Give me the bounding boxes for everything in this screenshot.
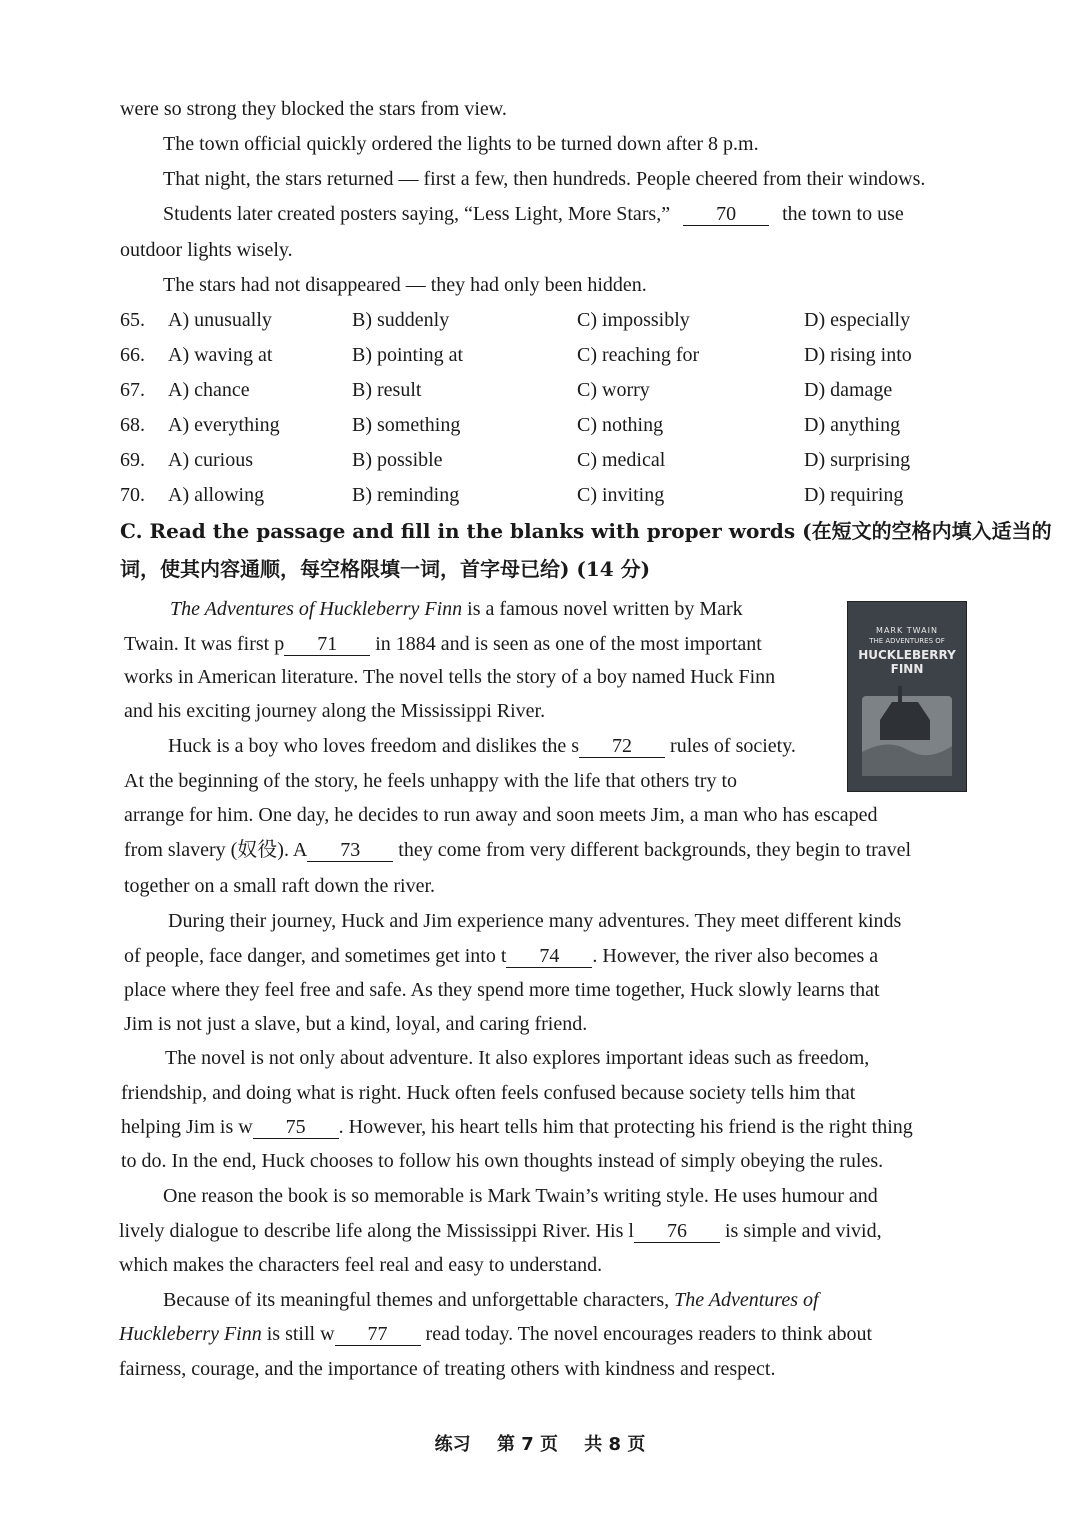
passage-text: is a famous novel written by Mark bbox=[462, 598, 743, 620]
passage-line: The stars had not disappeared — they had only been hidden. bbox=[163, 274, 647, 296]
option-d: D) requiring bbox=[804, 484, 904, 506]
option-c: C) inviting bbox=[577, 484, 665, 506]
passage-text: Students later created posters saying, “Less Light, More Stars,” bbox=[163, 203, 671, 225]
passage-line: That night, the stars returned — first a few, then hundreds. People cheered from their windows. bbox=[163, 168, 926, 190]
passage-text: Twain. It was first p bbox=[124, 633, 285, 655]
passage-line bbox=[170, 596, 828, 622]
option-b: B) result bbox=[352, 379, 422, 401]
option-d: D) rising into bbox=[804, 344, 912, 366]
passage-text: the town to use bbox=[782, 203, 904, 225]
passage-line bbox=[163, 201, 968, 227]
option-c: C) reaching for bbox=[577, 344, 700, 366]
passage-line bbox=[124, 631, 828, 657]
question-number: 65. bbox=[120, 309, 145, 331]
section-heading: C. Read the passage and fill in the blanks with proper words (在短文的空格内填入适当的 bbox=[120, 519, 1052, 543]
passage-line: which makes the characters feel real and easy to understand. bbox=[119, 1254, 603, 1276]
option-d: D) surprising bbox=[804, 449, 911, 471]
passage-line: One reason the book is so memorable is Mark Twain’s writing style. He uses humour and bbox=[163, 1185, 878, 1207]
passage-text: . However, his heart tells him that protecting his friend is the right thing bbox=[338, 1116, 913, 1138]
question-number: 66. bbox=[120, 344, 145, 366]
passage-line: During their journey, Huck and Jim experience many adventures. They meet different kinds bbox=[168, 910, 902, 932]
passage-line: works in American literature. The novel tells the story of a boy named Huck Finn bbox=[124, 666, 776, 688]
passage-text: from slavery (奴役). A bbox=[124, 839, 308, 861]
passage-text: they come from very different backgrounds, they begin to travel bbox=[393, 839, 912, 861]
footer-total-pages: 共 8 页 bbox=[584, 1434, 646, 1455]
passage-text: in 1884 and is seen as one of the most important bbox=[370, 633, 762, 655]
option-row-65 bbox=[120, 307, 980, 333]
book-title: Huckleberry Finn bbox=[119, 1323, 262, 1345]
option-b: B) suddenly bbox=[352, 309, 450, 331]
passage-text: . However, the river also becomes a bbox=[592, 945, 879, 967]
passage-line bbox=[124, 943, 964, 969]
passage-line: were so strong they blocked the stars from view. bbox=[120, 98, 507, 120]
question-number: 69. bbox=[120, 449, 145, 471]
passage-line bbox=[121, 1114, 964, 1140]
option-row-68 bbox=[120, 412, 980, 438]
section-heading: 词，使其内容通顺，每空格限填一词，首字母已给) (14 分) bbox=[120, 557, 651, 581]
footer-page-number: 第 7 页 bbox=[496, 1434, 558, 1455]
page-footer bbox=[0, 1430, 1080, 1456]
passage-text: helping Jim is w bbox=[121, 1116, 253, 1138]
passage-text: read today. The novel encourages readers to think about bbox=[420, 1323, 873, 1345]
passage-text: lively dialogue to describe life along the Mississippi River. His l bbox=[119, 1220, 634, 1242]
blank-70: 70 bbox=[683, 203, 769, 226]
blank-76: 76 bbox=[634, 1220, 720, 1243]
blank-75: 75 bbox=[253, 1116, 339, 1139]
option-a: A) allowing bbox=[168, 484, 265, 506]
option-c: C) medical bbox=[577, 449, 666, 471]
cover-subtitle: THE ADVENTURES OF bbox=[869, 637, 945, 645]
book-title: The Adventures of Huckleberry Finn bbox=[170, 598, 463, 620]
passage-line bbox=[124, 837, 964, 863]
option-c: C) worry bbox=[577, 379, 650, 401]
option-b: B) something bbox=[352, 414, 461, 436]
passage-line bbox=[119, 1218, 964, 1244]
book-cover-image bbox=[847, 601, 967, 792]
option-b: B) possible bbox=[352, 449, 443, 471]
passage-line: outdoor lights wisely. bbox=[120, 239, 293, 261]
passage-line: Jim is not just a slave, but a kind, loyal, and caring friend. bbox=[124, 1013, 588, 1035]
option-row-69 bbox=[120, 447, 980, 473]
question-number: 70. bbox=[120, 484, 145, 506]
passage-line: The novel is not only about adventure. It also explores important ideas such as freedom, bbox=[165, 1047, 870, 1069]
cover-author: MARK TWAIN bbox=[876, 626, 938, 635]
option-row-70 bbox=[120, 482, 980, 508]
passage-line bbox=[119, 1321, 964, 1347]
blank-74: 74 bbox=[506, 945, 592, 968]
passage-line: friendship, and doing what is right. Huck often feels confused because society tells him that bbox=[121, 1082, 856, 1104]
question-number: 68. bbox=[120, 414, 145, 436]
passage-line: place where they feel free and safe. As they spend more time together, Huck slowly learns that bbox=[124, 979, 880, 1001]
option-a: A) everything bbox=[168, 414, 280, 436]
question-number: 67. bbox=[120, 379, 145, 401]
option-a: A) waving at bbox=[168, 344, 273, 366]
option-c: C) nothing bbox=[577, 414, 664, 436]
passage-line: arrange for him. One day, he decides to run away and soon meets Jim, a man who has escaped bbox=[124, 804, 878, 826]
passage-text: Huck is a boy who loves freedom and dislikes the s bbox=[168, 735, 580, 757]
option-c: C) impossibly bbox=[577, 309, 690, 331]
option-a: A) chance bbox=[168, 379, 250, 401]
blank-71: 71 bbox=[284, 633, 370, 656]
passage-text: rules of society. bbox=[665, 735, 796, 757]
blank-73: 73 bbox=[307, 839, 393, 862]
book-title: The Adventures of bbox=[674, 1289, 819, 1311]
passage-line: The town official quickly ordered the lights to be turned down after 8 p.m. bbox=[163, 133, 759, 155]
passage-text: is simple and vivid, bbox=[719, 1220, 882, 1242]
cover-title: FINN bbox=[890, 662, 924, 676]
option-b: B) reminding bbox=[352, 484, 460, 506]
option-row-67 bbox=[120, 377, 980, 403]
blank-77: 77 bbox=[335, 1323, 421, 1346]
option-d: D) damage bbox=[804, 379, 893, 401]
option-row-66 bbox=[120, 342, 980, 368]
passage-line: to do. In the end, Huck chooses to follow his own thoughts instead of simply obeying the rules. bbox=[121, 1150, 884, 1172]
passage-text: Because of its meaningful themes and unforgettable characters, bbox=[163, 1289, 675, 1311]
passage-line: fairness, courage, and the importance of treating others with kindness and respect. bbox=[119, 1358, 776, 1380]
blank-72: 72 bbox=[579, 735, 665, 758]
passage-text: of people, face danger, and sometimes get into t bbox=[124, 945, 507, 967]
cover-illustration bbox=[848, 602, 966, 791]
passage-line: and his exciting journey along the Mississippi River. bbox=[124, 700, 546, 722]
passage-line: together on a small raft down the river. bbox=[124, 875, 436, 897]
passage-line: At the beginning of the story, he feels unhappy with the life that others try to bbox=[124, 770, 738, 792]
cover-title: HUCKLEBERRY bbox=[858, 648, 956, 662]
option-d: D) anything bbox=[804, 414, 901, 436]
footer-label: 练习 bbox=[434, 1434, 471, 1455]
option-a: A) unusually bbox=[168, 309, 272, 331]
option-a: A) curious bbox=[168, 449, 253, 471]
passage-text: is still w bbox=[261, 1323, 335, 1345]
passage-line bbox=[168, 733, 828, 759]
option-b: B) pointing at bbox=[352, 344, 464, 366]
option-d: D) especially bbox=[804, 309, 911, 331]
passage-line bbox=[163, 1287, 964, 1313]
